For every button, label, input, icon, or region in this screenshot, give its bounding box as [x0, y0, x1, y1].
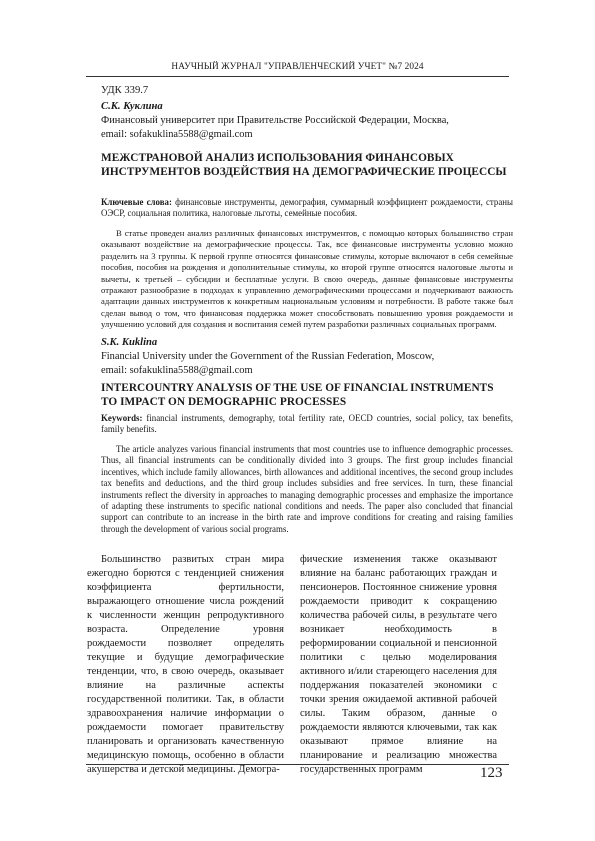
en-title-line2: TO IMPACT ON DEMOGRAPHIC PROCESSES [101, 396, 347, 408]
en-affiliation: Financial University under the Government of the Russian Federation, Moscow, [101, 351, 435, 362]
en-title [101, 381, 513, 409]
running-header: НАУЧНЫЙ ЖУРНАЛ "УПРАВЛЕНЧЕСКИЙ УЧЕТ" №7 2024 [171, 62, 424, 72]
en-author: S.K. Kuklina [101, 337, 158, 348]
ru-email: email: sofakuklina5588@gmail.com [101, 129, 253, 140]
ru-keywords-label: Ключевые слова: [101, 197, 172, 207]
footer-rule [86, 764, 509, 765]
en-keywords-text: financial instruments, demography, total fertility rate, OECD countries, social policy, tax benefits, family benefits. [101, 413, 513, 435]
ru-keywords-text: финансовые инструменты, демография, суммарный коэффициент рождаемости, страны ОЭСР, социальная политика, налоговые льготы, семейные пособия. [101, 197, 513, 219]
header-rule [86, 76, 509, 77]
ru-author: С.К. Куклина [101, 101, 163, 112]
en-email: email: sofakuklina5588@gmail.com [101, 365, 253, 376]
page-number: 123 [480, 765, 503, 781]
ru-author-block [101, 100, 513, 142]
body-column-left: Большинство развитых стран мира ежегодно борются с тенденцией снижения коэффициента фертильности, выражающего отношение числа рождений к численности женщин репродуктивного возраста. Определение уровня рождаемости позволяет определять текущие и будущие демографические тенденции, что, в свою очередь, оказывает влияние на различные аспекты государственной политики. Так, в области здравоохранения наличие информации о рождаемости помогает правительству планировать и организовать качественную медицинскую помощь, особенно в области акушерства и детской медицины. Демогра- [87, 554, 284, 775]
ru-keywords [101, 197, 513, 220]
ru-abstract: В статье проведен анализ различных финансовых инструментов, с помощью которых большинство стран оказывают воздействие на демографические процессы. Так, все финансовые инструменты условно можно разделить на 3 группы. К первой группе относятся финансовые стимулы, которые включают в себя семейные пособия, пособия на рождения и дополнительные стимулы, ко второй группе относятся налоговые льготы и вычеты, к третьей – субсидии и бесплатные услуги. В свою очередь, данные финансовые инструменты отражают разнообразие в подходах к управлению демографическими процессами и подчеркивают важность адаптации данных инструментов к конкретным национальным условиям и потребности. В работе также был сделан вывод о том, что финансовая поддержка может способствовать повышению уровня рождаемости и улучшению условий для создания и воспитания семей путем разработки различных социальных программ. [101, 228, 513, 330]
ru-title: МЕЖСТРАНОВОЙ АНАЛИЗ ИСПОЛЬЗОВАНИЯ ФИНАНСОВЫХ ИНСТРУМЕНТОВ ВОЗДЕЙСТВИЯ НА ДЕМОГРАФИЧЕСКИЕ ПРОЦЕССЫ [101, 152, 507, 178]
en-keywords-label: Keywords: [101, 413, 143, 423]
ru-affiliation: Финансовый университет при Правительстве Российской Федерации, Москва, [101, 115, 449, 126]
en-abstract: The article analyzes various financial instruments that most countries use to influence demographic processes. Thus, all financial instruments can be conditionally divided into 3 groups. The first group includes financial incentives, which include family allowances, birth allowances and additional incentives, the second group includes tax benefits and deductions, and the third group includes subsidies and free services. In turn, these financial instruments reflect the diversity in approaches to managing demographic processes and emphasize the importance of adapting these instruments to specific national conditions and needs. The paper also concluded that financial support can contribute to an increase in the birth rate and improve conditions for creating and raising families through the development of various social programs. [101, 444, 513, 534]
en-title-line1: INTERCOUNTRY ANALYSIS OF THE USE OF FINANCIAL INSTRUMENTS [101, 382, 494, 394]
en-author-block [101, 336, 513, 378]
body-column-right: фические изменения также оказывают влияние на баланс работающих граждан и пенсионеров. Постоянное снижение уровня рождаемости приводит к сокращению количества рабочей силы, в результате чего возникает необходимость в реформировании социальной и пенсионной политики с целью моделирования активного и/или стареющего населения для поддержания показателей экономики с точки зрения ожидаемой активной рабочей силы. Таким образом, данные о рождаемости являются ключевыми, так как оказывают прямое влияние на планирование и реализацию множества государственных программ [300, 554, 497, 775]
en-keywords [101, 413, 513, 436]
udk-code: УДК 339.7 [101, 85, 149, 96]
